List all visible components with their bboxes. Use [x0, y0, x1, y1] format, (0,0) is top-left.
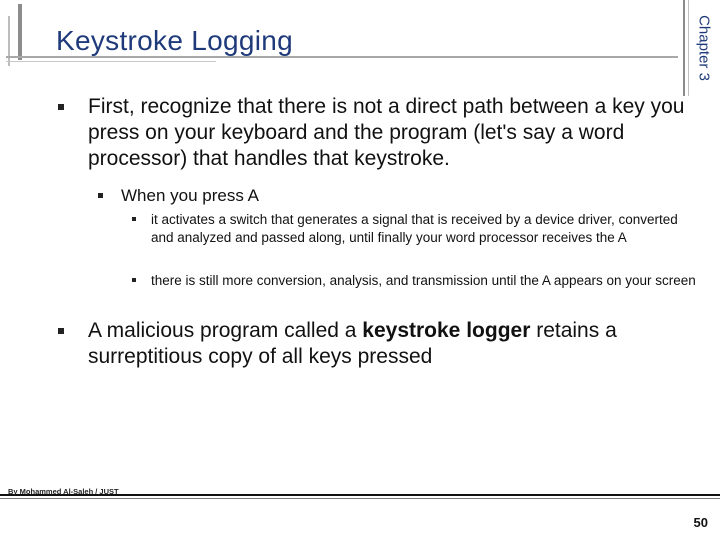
footer-credit: By Mohammed Al-Saleh / JUST — [8, 487, 119, 496]
footer-rule-secondary — [0, 498, 720, 499]
bullet-1-sub-text: When you press A — [121, 186, 259, 205]
header-decor-vertical — [18, 4, 22, 60]
bullet-marker — [58, 104, 64, 110]
bullet-marker — [58, 328, 64, 334]
bullet-2-text-end: retains a surreptitious copy of all keys pressed — [88, 319, 617, 368]
subsub-bullet-marker — [132, 278, 136, 282]
page-number: 50 — [693, 515, 708, 530]
subsub-bullet-marker — [132, 217, 136, 221]
bullet-1-sub-a-text: it activates a switch that generates a signal that is received by a device driver, converted and analyzed and passed along, until finally your word processor receives the A — [151, 212, 678, 245]
bullet-2-text-start: A malicious program called a — [88, 319, 363, 342]
header-decor-vertical-thin — [8, 16, 10, 66]
header-rule-secondary — [6, 61, 216, 62]
sub-bullet-marker — [98, 193, 103, 198]
bullet-1-sub-b-text: there is still more conversion, analysis, and transmission until the A appears on your screen — [151, 273, 696, 288]
bullet-2-emphasis: keystroke logger — [362, 319, 531, 342]
bullet-1-text: First, recognize that there is not a direct path between a key you press on your keyboard and the program (let's say a word processor) that handles that keystroke. — [88, 95, 685, 170]
bullet-2-text — [88, 318, 703, 370]
chapter-label: Chapter 3 — [695, 15, 713, 81]
chapter-divider-secondary — [688, 0, 689, 96]
chapter-label-box — [694, 6, 714, 90]
chapter-divider — [683, 0, 685, 96]
slide-title: Keystroke Logging — [56, 25, 294, 56]
